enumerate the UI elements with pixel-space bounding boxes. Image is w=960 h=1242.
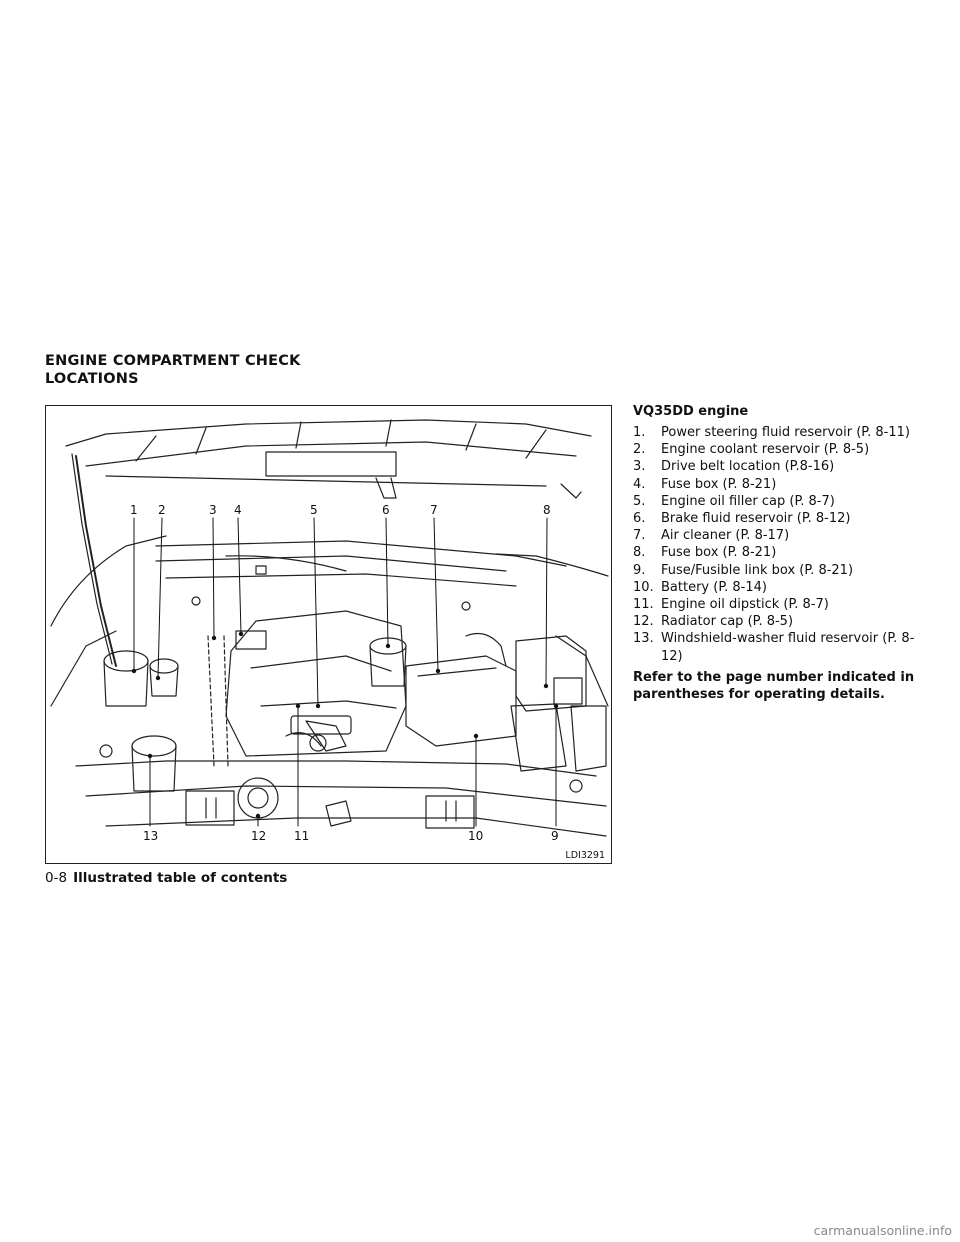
legend-item	[633, 476, 923, 493]
legend-item-text: Windshield-washer fluid reservoir (P. 8-12)	[661, 631, 915, 664]
legend-item-text: Battery (P. 8-14)	[661, 579, 767, 595]
legend-item-number: 10.	[633, 579, 654, 595]
legend-item-number: 2.	[633, 442, 646, 458]
legend-item	[633, 630, 923, 664]
legend-item	[633, 596, 923, 613]
legend-item-number: 3.	[633, 459, 646, 475]
legend-heading: VQ35DD engine	[633, 404, 749, 419]
legend-item	[633, 441, 923, 458]
legend-item-number: 8.	[633, 545, 646, 561]
engine-line-drawing	[46, 406, 612, 864]
legend-item-text: Fuse/Fusible link box (P. 8-21)	[661, 562, 854, 578]
callout-13: 13	[143, 829, 159, 843]
legend-item-number: 9.	[633, 562, 646, 578]
callout-1: 1	[130, 503, 138, 517]
callout-8: 8	[543, 503, 551, 517]
legend-item-number: 11.	[633, 597, 654, 613]
legend-item-text: Air cleaner (P. 8-17)	[661, 528, 790, 544]
legend-item-number: 4.	[633, 476, 646, 492]
legend-item-text: Engine oil dipstick (P. 8-7)	[661, 597, 829, 613]
legend-item-number: 12.	[633, 614, 654, 630]
legend-item-number: 13.	[633, 631, 654, 647]
watermark: carmanualsonline.info	[813, 1223, 952, 1238]
page-number: 0-8	[45, 870, 68, 886]
legend-item-number: 6.	[633, 511, 646, 527]
legend-item	[633, 510, 923, 527]
legend-item-text: Fuse box (P. 8-21)	[661, 476, 777, 492]
legend-item-text: Engine coolant reservoir (P. 8-5)	[661, 442, 870, 458]
callout-9: 9	[551, 829, 559, 843]
page-footer	[45, 870, 287, 886]
legend-item	[633, 613, 923, 630]
legend-item-text: Drive belt location (P.8-16)	[661, 459, 835, 475]
section-title-line-2: LOCATIONS	[45, 371, 139, 387]
legend-item	[633, 579, 923, 596]
legend-item	[633, 493, 923, 510]
legend-item-text: Power steering fluid reservoir (P. 8-11)	[661, 425, 910, 440]
legend-item-number: 7.	[633, 528, 646, 544]
legend-item	[633, 458, 923, 475]
legend-note: Refer to the page number indicated in parentheses for operating details.	[633, 669, 915, 702]
callout-3: 3	[209, 503, 217, 517]
legend-item-number: 1.	[633, 425, 646, 440]
callout-10: 10	[468, 829, 484, 843]
legend-item-text: Radiator cap (P. 8-5)	[661, 614, 794, 630]
figure-id: LDI3291	[565, 850, 605, 861]
section-title	[45, 352, 301, 388]
callout-5: 5	[310, 503, 318, 517]
callout-4: 4	[234, 503, 242, 517]
legend-item	[633, 562, 923, 579]
legend-item-text: Brake fluid reservoir (P. 8-12)	[661, 511, 851, 527]
legend-item	[633, 544, 923, 561]
legend-list	[633, 424, 923, 665]
engine-compartment-illustration	[45, 405, 612, 864]
legend-item	[633, 424, 923, 441]
callout-7: 7	[430, 503, 438, 517]
callout-11: 11	[294, 829, 310, 843]
legend-item-text: Fuse box (P. 8-21)	[661, 545, 777, 561]
section-title-line-1: ENGINE COMPARTMENT CHECK	[45, 353, 301, 369]
legend-item	[633, 527, 923, 544]
legend-item-number: 5.	[633, 493, 646, 509]
callout-2: 2	[158, 503, 166, 517]
callout-6: 6	[382, 503, 390, 517]
legend	[633, 403, 923, 703]
legend-item-text: Engine oil filler cap (P. 8-7)	[661, 493, 835, 509]
footer-title: Illustrated table of contents	[73, 870, 288, 886]
callout-12: 12	[251, 829, 267, 843]
